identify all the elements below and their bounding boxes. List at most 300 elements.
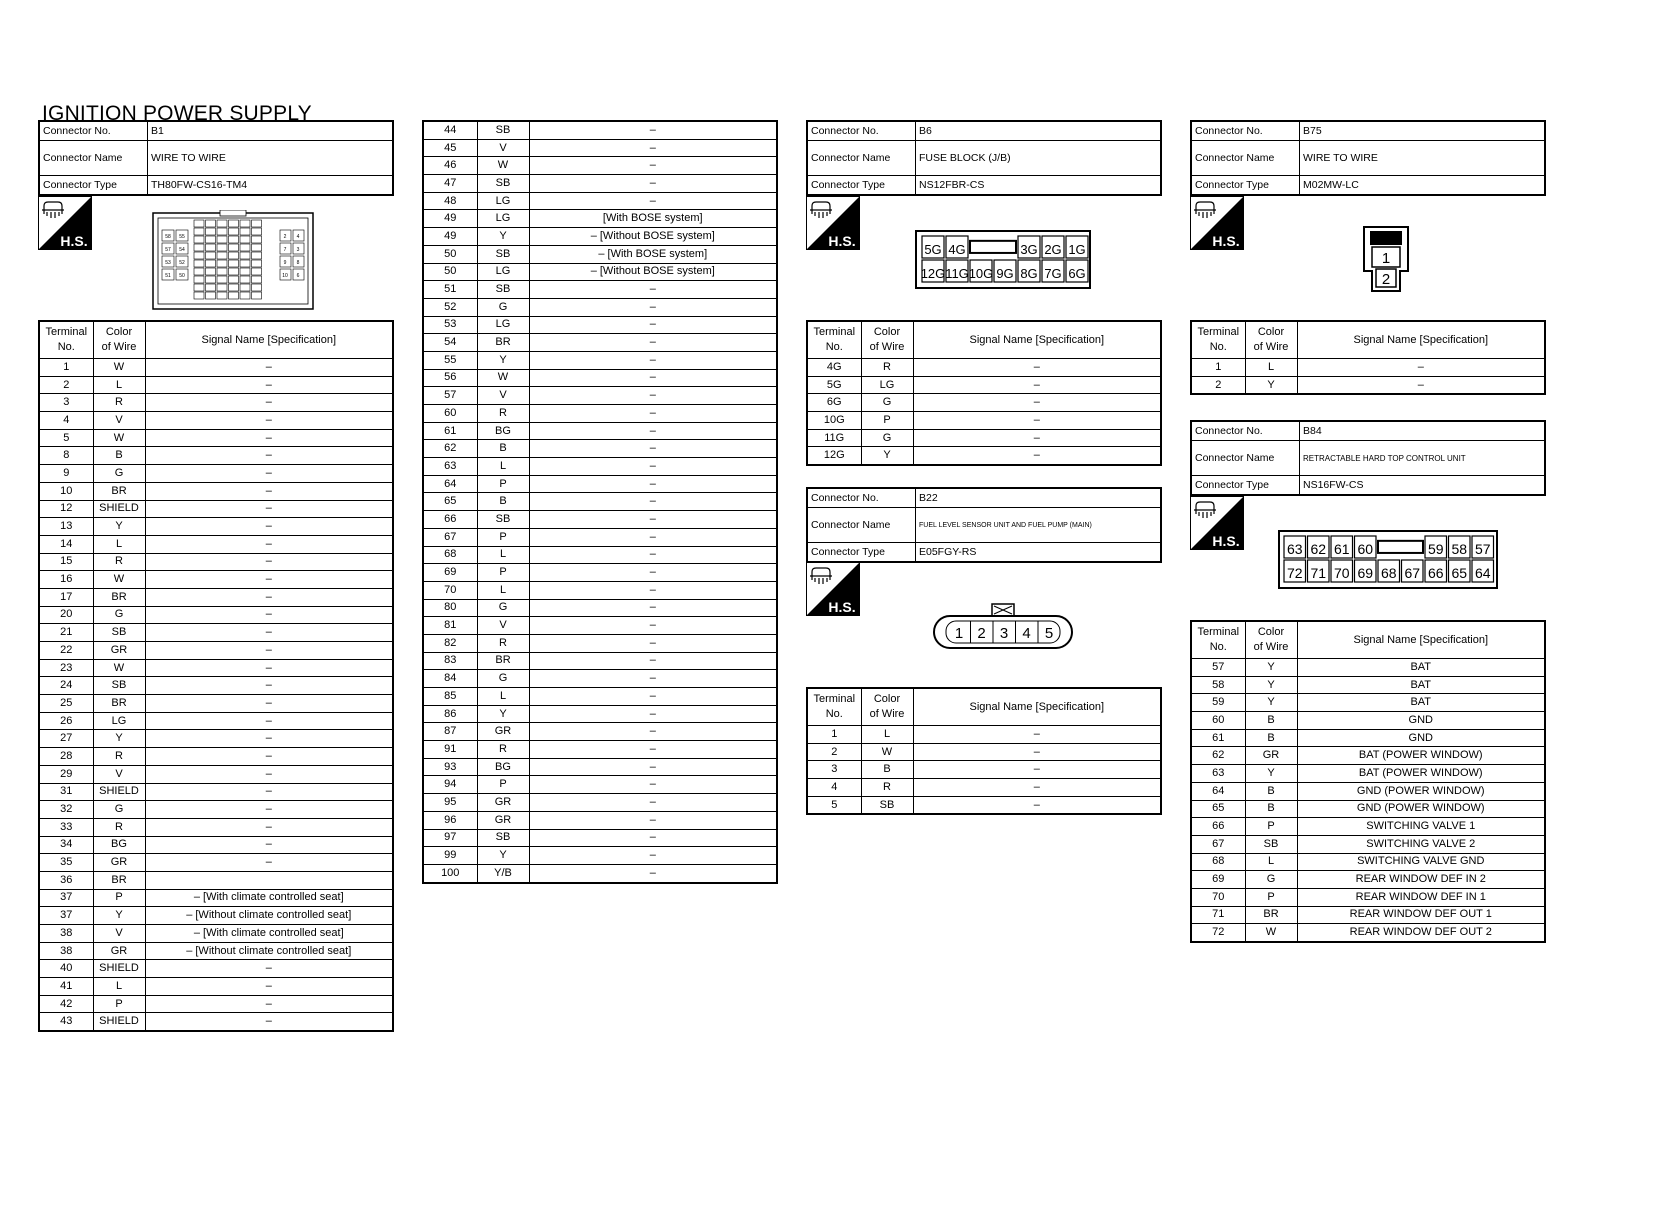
terminal-no-cell: 51	[423, 281, 477, 299]
svg-text:66: 66	[1427, 565, 1444, 581]
signal-name-cell: –	[529, 511, 777, 529]
connector-name-value: FUSE BLOCK (J/B)	[916, 141, 1162, 176]
terminal-no-cell: 16	[39, 571, 93, 589]
table-row	[423, 316, 777, 334]
terminal-no-header: Terminal No.	[1191, 321, 1245, 359]
svg-text:8: 8	[296, 260, 300, 266]
wire-color-cell: G	[93, 606, 145, 624]
terminal-no-cell: 14	[39, 535, 93, 553]
wire-color-cell: G	[477, 670, 529, 688]
table-row	[423, 617, 777, 635]
terminal-no-cell: 20	[39, 606, 93, 624]
signal-name-header: Signal Name [Specification]	[145, 321, 393, 359]
terminal-no-cell: 57	[423, 387, 477, 405]
wire-color-cell: Y	[93, 518, 145, 536]
wire-color-cell: SB	[477, 245, 529, 263]
svg-text:3G: 3G	[1020, 242, 1038, 257]
table-row	[423, 369, 777, 387]
wire-color-cell: GR	[477, 794, 529, 812]
terminal-no-cell: 11G	[807, 429, 861, 447]
terminal-no-cell: 66	[1191, 818, 1245, 836]
terminal-no-cell: 61	[1191, 729, 1245, 747]
wire-color-cell: V	[93, 765, 145, 783]
table-row	[423, 670, 777, 688]
table-row	[39, 518, 393, 536]
signal-name-cell: –	[145, 376, 393, 394]
terminal-no-cell: 8	[39, 447, 93, 465]
connector-type-label: Connector Type	[39, 176, 148, 196]
signal-name-cell: –	[145, 854, 393, 872]
table-row	[423, 741, 777, 759]
terminal-no-cell: 93	[423, 758, 477, 776]
table-row	[1191, 906, 1545, 924]
table-row	[423, 387, 777, 405]
table-row	[807, 412, 1161, 430]
b1-info-table	[38, 120, 394, 196]
wire-color-cell: BR	[93, 588, 145, 606]
wire-color-cell: Y/B	[477, 864, 529, 882]
svg-text:64: 64	[1474, 565, 1491, 581]
signal-name-cell: –	[529, 617, 777, 635]
terminal-no-cell: 64	[423, 475, 477, 493]
table-row	[39, 447, 393, 465]
signal-name-cell: –	[529, 634, 777, 652]
terminal-no-cell: 15	[39, 553, 93, 571]
terminal-no-cell: 55	[423, 351, 477, 369]
signal-name-cell: – [With BOSE system]	[529, 245, 777, 263]
signal-name-cell: GND	[1297, 712, 1545, 730]
signal-name-cell: –	[145, 429, 393, 447]
wire-color-cell: G	[1245, 871, 1297, 889]
table-row	[1191, 818, 1545, 836]
table-row	[1191, 729, 1545, 747]
wire-color-cell: B	[1245, 800, 1297, 818]
table-row	[423, 723, 777, 741]
table-row	[423, 581, 777, 599]
svg-text:63: 63	[1286, 541, 1303, 557]
svg-text:65: 65	[1451, 565, 1468, 581]
wire-color-cell: SB	[93, 677, 145, 695]
wire-color-cell: BR	[477, 652, 529, 670]
terminal-no-cell: 25	[39, 695, 93, 713]
signal-name-cell: SWITCHING VALVE 2	[1297, 835, 1545, 853]
signal-name-cell: –	[529, 175, 777, 193]
table-row	[39, 359, 393, 377]
svg-text:H.S.: H.S.	[60, 233, 88, 249]
table-row	[807, 359, 1161, 377]
terminal-no-cell: 64	[1191, 782, 1245, 800]
svg-text:2: 2	[283, 234, 287, 240]
signal-name-cell: –	[529, 121, 777, 139]
table-row	[1191, 659, 1545, 677]
wire-color-cell: SHIELD	[93, 960, 145, 978]
terminal-no-cell: 38	[39, 925, 93, 943]
terminal-no-cell: 57	[1191, 659, 1245, 677]
svg-text:10G: 10G	[968, 266, 994, 281]
b1-terminal-table	[38, 320, 394, 1032]
svg-text:71: 71	[1310, 565, 1327, 581]
svg-text:3: 3	[999, 625, 1009, 642]
signal-name-cell: –	[145, 500, 393, 518]
connector-type-label: Connector Type	[807, 176, 916, 196]
terminal-no-cell: 95	[423, 794, 477, 812]
wire-color-cell: V	[93, 412, 145, 430]
signal-name-cell: –	[529, 528, 777, 546]
terminal-no-cell: 58	[1191, 676, 1245, 694]
table-row	[39, 801, 393, 819]
wire-color-cell: V	[477, 617, 529, 635]
table-row	[1191, 694, 1545, 712]
signal-name-cell: –	[529, 811, 777, 829]
table-row	[423, 511, 777, 529]
wire-color-cell: SB	[477, 175, 529, 193]
signal-name-cell: –	[913, 743, 1161, 761]
svg-text:72: 72	[1286, 565, 1303, 581]
table-row	[39, 412, 393, 430]
signal-name-cell: REAR WINDOW DEF OUT 2	[1297, 924, 1545, 942]
connector-name-label: Connector Name	[807, 508, 916, 543]
table-row	[39, 553, 393, 571]
wire-color-cell: G	[93, 465, 145, 483]
terminal-no-cell: 23	[39, 659, 93, 677]
wire-color-cell: LG	[93, 712, 145, 730]
wire-color-cell: SHIELD	[93, 500, 145, 518]
b75-terminal-table-wrap	[1190, 320, 1546, 395]
table-row	[423, 210, 777, 228]
terminal-no-cell: 59	[1191, 694, 1245, 712]
wire-color-cell: P	[477, 475, 529, 493]
terminal-no-cell: 68	[1191, 853, 1245, 871]
b84-connector-face-diagram	[1278, 530, 1498, 590]
svg-text:8G: 8G	[1020, 266, 1038, 281]
wire-color-cell: B	[93, 447, 145, 465]
wire-color-cell: SB	[477, 281, 529, 299]
svg-text:4: 4	[1022, 625, 1031, 642]
b6-terminal-table-wrap	[806, 320, 1162, 466]
svg-text:61: 61	[1333, 541, 1350, 557]
svg-text:1: 1	[954, 625, 964, 642]
connector-type-value: NS12FBR-CS	[916, 176, 1162, 196]
svg-text:9: 9	[283, 260, 287, 266]
terminal-no-cell: 13	[39, 518, 93, 536]
svg-text:67: 67	[1404, 565, 1421, 581]
wire-color-cell: R	[93, 394, 145, 412]
wire-color-cell: B	[1245, 712, 1297, 730]
connector-type-label: Connector Type	[1191, 176, 1300, 196]
signal-name-cell: –	[145, 783, 393, 801]
signal-name-cell: –	[529, 599, 777, 617]
wire-color-cell: L	[477, 581, 529, 599]
terminal-no-cell: 83	[423, 652, 477, 670]
terminal-no-cell: 35	[39, 854, 93, 872]
signal-name-cell: –	[529, 652, 777, 670]
signal-name-cell: – [With climate controlled seat]	[145, 889, 393, 907]
signal-name-cell: SWITCHING VALVE GND	[1297, 853, 1545, 871]
signal-name-cell: BAT	[1297, 676, 1545, 694]
signal-name-cell: –	[145, 659, 393, 677]
connector-no-label: Connector No.	[807, 121, 916, 141]
wire-color-cell: SHIELD	[93, 1013, 145, 1031]
terminal-no-cell: 65	[423, 493, 477, 511]
b22-info-table	[806, 487, 1162, 563]
connector-no-label: Connector No.	[1191, 121, 1300, 141]
wire-color-cell: GR	[477, 811, 529, 829]
svg-text:H.S.: H.S.	[1212, 533, 1240, 549]
signal-name-cell: –	[145, 412, 393, 430]
signal-name-cell: –	[529, 475, 777, 493]
terminal-no-cell: 50	[423, 263, 477, 281]
wire-color-cell: G	[861, 394, 913, 412]
connector-type-label: Connector Type	[1191, 476, 1300, 496]
table-row	[423, 705, 777, 723]
terminal-no-cell: 12G	[807, 447, 861, 465]
terminal-no-cell: 96	[423, 811, 477, 829]
terminal-no-cell: 65	[1191, 800, 1245, 818]
table-row	[1191, 924, 1545, 942]
terminal-no-cell: 28	[39, 748, 93, 766]
table-row	[423, 175, 777, 193]
signal-name-cell: –	[529, 546, 777, 564]
table-row	[423, 688, 777, 706]
svg-text:10: 10	[282, 273, 288, 279]
terminal-no-header: Terminal No.	[807, 321, 861, 359]
wire-color-cell: V	[93, 925, 145, 943]
terminal-no-cell: 86	[423, 705, 477, 723]
table-row	[39, 783, 393, 801]
wire-color-cell: B	[477, 493, 529, 511]
b1-terminal-table-wrap	[38, 320, 394, 1032]
b22-terminal-table	[806, 687, 1162, 815]
signal-name-cell: –	[145, 1013, 393, 1031]
table-row	[423, 811, 777, 829]
wire-color-cell: Y	[93, 907, 145, 925]
connector-b6	[806, 120, 1162, 196]
wire-color-cell: GR	[477, 723, 529, 741]
terminal-no-header: Terminal No.	[807, 688, 861, 726]
wire-color-cell: Y	[477, 847, 529, 865]
table-row	[1191, 800, 1545, 818]
terminal-no-cell: 54	[423, 334, 477, 352]
table-row	[807, 796, 1161, 814]
table-row	[423, 652, 777, 670]
table-row	[423, 634, 777, 652]
table-row	[423, 829, 777, 847]
table-row	[39, 465, 393, 483]
svg-text:H.S.: H.S.	[828, 233, 856, 249]
signal-name-cell: –	[913, 359, 1161, 377]
terminal-no-cell: 70	[423, 581, 477, 599]
table-row	[1191, 376, 1545, 394]
signal-name-cell: –	[145, 465, 393, 483]
wire-color-cell: Y	[1245, 765, 1297, 783]
connector-no-value: B75	[1300, 121, 1546, 141]
terminal-no-cell: 29	[39, 765, 93, 783]
terminal-no-cell: 97	[423, 829, 477, 847]
wire-color-cell: L	[93, 376, 145, 394]
terminal-no-cell: 81	[423, 617, 477, 635]
wire-color-cell: R	[861, 779, 913, 797]
signal-name-cell: –	[529, 316, 777, 334]
connector-name-value: RETRACTABLE HARD TOP CONTROL UNIT	[1300, 441, 1546, 476]
table-row	[39, 624, 393, 642]
svg-text:58: 58	[1451, 541, 1468, 557]
table-row	[39, 500, 393, 518]
terminal-no-cell: 99	[423, 847, 477, 865]
table-row	[39, 659, 393, 677]
terminal-no-cell: 34	[39, 836, 93, 854]
table-row	[1191, 747, 1545, 765]
b22-terminal-table-wrap	[806, 687, 1162, 815]
table-row	[39, 836, 393, 854]
svg-text:2: 2	[977, 625, 986, 642]
color-of-wire-header: Color of Wire	[1245, 321, 1297, 359]
terminal-no-cell: 49	[423, 210, 477, 228]
table-row	[1191, 782, 1545, 800]
svg-text:H.S.: H.S.	[828, 599, 856, 615]
connector-b1	[38, 120, 394, 196]
connector-no-label: Connector No.	[39, 121, 148, 141]
connector-type-label: Connector Type	[807, 543, 916, 563]
terminal-no-cell: 62	[423, 440, 477, 458]
terminal-no-cell: 24	[39, 677, 93, 695]
table-row	[423, 422, 777, 440]
wire-color-cell: G	[861, 429, 913, 447]
table-row	[423, 794, 777, 812]
signal-name-cell: –	[529, 192, 777, 210]
table-row	[1191, 712, 1545, 730]
wire-color-cell: SB	[861, 796, 913, 814]
terminal-no-cell: 38	[39, 942, 93, 960]
table-row	[807, 447, 1161, 465]
svg-text:57: 57	[1474, 541, 1491, 557]
wire-color-cell: BG	[477, 758, 529, 776]
b1-terminal-table-continued-wrap	[422, 120, 778, 884]
wire-color-cell: BR	[93, 482, 145, 500]
terminal-no-cell: 4G	[807, 359, 861, 377]
signal-name-cell: –	[145, 978, 393, 996]
terminal-no-cell: 41	[39, 978, 93, 996]
terminal-no-cell: 82	[423, 634, 477, 652]
wire-color-cell: LG	[477, 316, 529, 334]
signal-name-cell: –	[145, 518, 393, 536]
wire-color-cell: B	[1245, 729, 1297, 747]
wire-color-cell: R	[477, 405, 529, 423]
table-row	[39, 978, 393, 996]
table-row	[39, 429, 393, 447]
table-row	[423, 245, 777, 263]
wire-color-cell: R	[93, 818, 145, 836]
table-row	[423, 475, 777, 493]
signal-name-cell: –	[145, 606, 393, 624]
signal-name-cell: –	[529, 458, 777, 476]
terminal-no-cell: 26	[39, 712, 93, 730]
table-row	[423, 281, 777, 299]
signal-name-cell: REAR WINDOW DEF IN 1	[1297, 888, 1545, 906]
svg-text:9G: 9G	[996, 266, 1014, 281]
terminal-no-cell: 94	[423, 776, 477, 794]
table-row	[423, 192, 777, 210]
wire-color-cell: W	[93, 359, 145, 377]
signal-name-cell: – [Without BOSE system]	[529, 228, 777, 246]
hs-harness-side-icon	[806, 196, 860, 250]
terminal-no-cell: 12	[39, 500, 93, 518]
table-row	[423, 847, 777, 865]
table-row	[807, 429, 1161, 447]
signal-name-cell: BAT (POWER WINDOW)	[1297, 765, 1545, 783]
table-row	[39, 642, 393, 660]
wire-color-cell: R	[477, 741, 529, 759]
terminal-no-cell: 53	[423, 316, 477, 334]
terminal-no-cell: 100	[423, 864, 477, 882]
terminal-no-cell: 22	[39, 642, 93, 660]
connector-name-label: Connector Name	[807, 141, 916, 176]
terminal-no-cell: 36	[39, 871, 93, 889]
signal-name-cell: –	[529, 281, 777, 299]
signal-name-cell: –	[145, 801, 393, 819]
svg-text:50: 50	[179, 273, 185, 279]
wire-color-cell: P	[861, 412, 913, 430]
table-row	[39, 730, 393, 748]
connector-b75	[1190, 120, 1546, 196]
connector-name-label: Connector Name	[39, 141, 148, 176]
table-row	[39, 960, 393, 978]
wire-color-cell: L	[1245, 853, 1297, 871]
terminal-no-cell: 17	[39, 588, 93, 606]
signal-name-cell: –	[145, 571, 393, 589]
terminal-no-cell: 49	[423, 228, 477, 246]
page-title: IGNITION POWER SUPPLY	[42, 102, 312, 125]
table-row	[39, 889, 393, 907]
table-row	[1191, 359, 1545, 377]
signal-name-cell: –	[913, 376, 1161, 394]
wire-color-cell: G	[93, 801, 145, 819]
signal-name-cell: –	[529, 351, 777, 369]
svg-text:69: 69	[1357, 565, 1374, 581]
signal-name-cell: –	[529, 670, 777, 688]
signal-name-cell: –	[529, 387, 777, 405]
connector-no-value: B84	[1300, 421, 1546, 441]
signal-name-cell: –	[1297, 359, 1545, 377]
table-row	[423, 121, 777, 139]
table-row	[423, 493, 777, 511]
terminal-no-cell: 4	[807, 779, 861, 797]
svg-text:62: 62	[1310, 541, 1327, 557]
hs-harness-side-icon	[1190, 496, 1244, 550]
terminal-no-cell: 52	[423, 298, 477, 316]
terminal-no-cell: 3	[807, 761, 861, 779]
table-row	[1191, 853, 1545, 871]
connector-b84	[1190, 420, 1546, 496]
terminal-no-cell: 5	[807, 796, 861, 814]
terminal-no-cell: 71	[1191, 906, 1245, 924]
signal-name-cell: –	[913, 429, 1161, 447]
svg-text:H.S.: H.S.	[1212, 233, 1240, 249]
signal-name-cell: –	[529, 139, 777, 157]
svg-text:52: 52	[179, 260, 185, 266]
signal-name-cell: REAR WINDOW DEF IN 2	[1297, 871, 1545, 889]
signal-name-cell: –	[145, 818, 393, 836]
wire-color-cell: GR	[93, 642, 145, 660]
terminal-no-cell: 10	[39, 482, 93, 500]
wire-color-cell: SB	[477, 829, 529, 847]
wire-color-cell: Y	[477, 351, 529, 369]
connector-type-value: NS16FW-CS	[1300, 476, 1546, 496]
b75-connector-face-diagram	[1362, 225, 1412, 295]
signal-name-cell: –	[145, 553, 393, 571]
signal-name-cell: –	[913, 779, 1161, 797]
signal-name-cell: –	[529, 723, 777, 741]
signal-name-cell: –	[145, 642, 393, 660]
